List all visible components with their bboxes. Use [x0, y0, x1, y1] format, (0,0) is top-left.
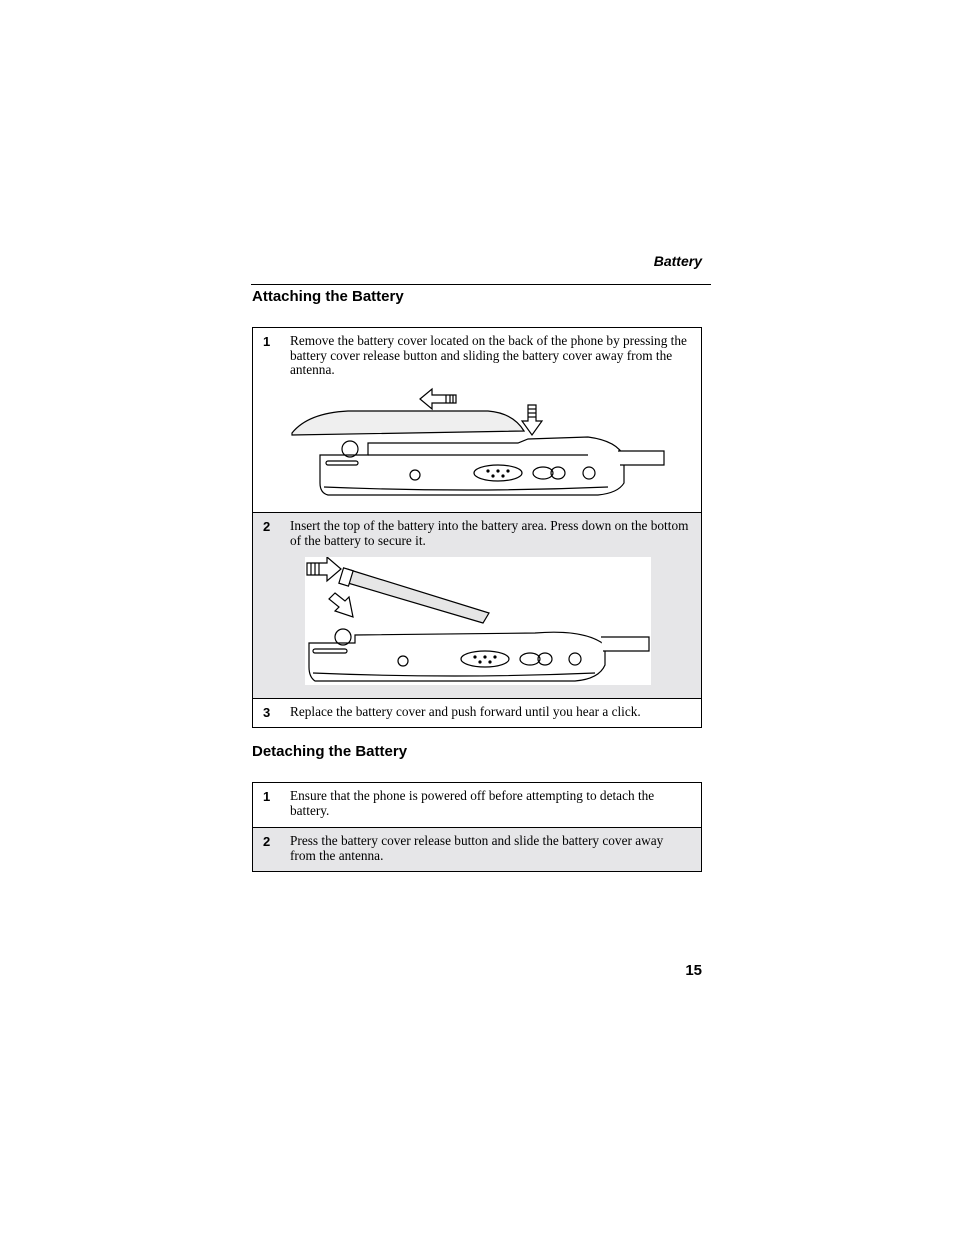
detaching-step-2 — [253, 827, 701, 871]
step-number: 3 — [263, 705, 271, 720]
step-text: Ensure that the phone is powered off before attempting to detach the battery. — [290, 788, 655, 818]
attaching-steps-table — [252, 327, 702, 728]
attaching-step-3 — [253, 698, 701, 727]
attaching-step-1 — [253, 328, 701, 512]
attaching-heading: Attaching the Battery — [252, 288, 404, 305]
step-text: Press the battery cover release button and slide the battery cover away from the antenna. — [290, 833, 664, 863]
attaching-step-2 — [253, 512, 701, 698]
page-number: 15 — [685, 962, 702, 979]
detaching-step-1 — [253, 783, 701, 827]
step-text: Insert the top of the battery into the battery area. Press down on the bottom of the battery to secure it. — [290, 518, 689, 548]
running-head: Battery — [653, 253, 702, 269]
detaching-heading: Detaching the Battery — [252, 743, 408, 760]
detaching-steps-table — [252, 782, 702, 872]
step-text: Remove the battery cover located on the back of the phone by pressing the battery cover release button and sliding the battery cover away from the antenna. — [290, 333, 687, 377]
step-text: Replace the battery cover and push forward until you hear a click. — [290, 704, 641, 719]
battery-cover-removal-illustration — [288, 383, 668, 503]
step-number: 2 — [263, 834, 271, 849]
battery-insertion-illustration — [305, 557, 651, 685]
header-rule — [251, 284, 711, 285]
step-number: 1 — [263, 789, 271, 804]
step-number: 2 — [263, 519, 271, 534]
step-number: 1 — [263, 334, 271, 349]
